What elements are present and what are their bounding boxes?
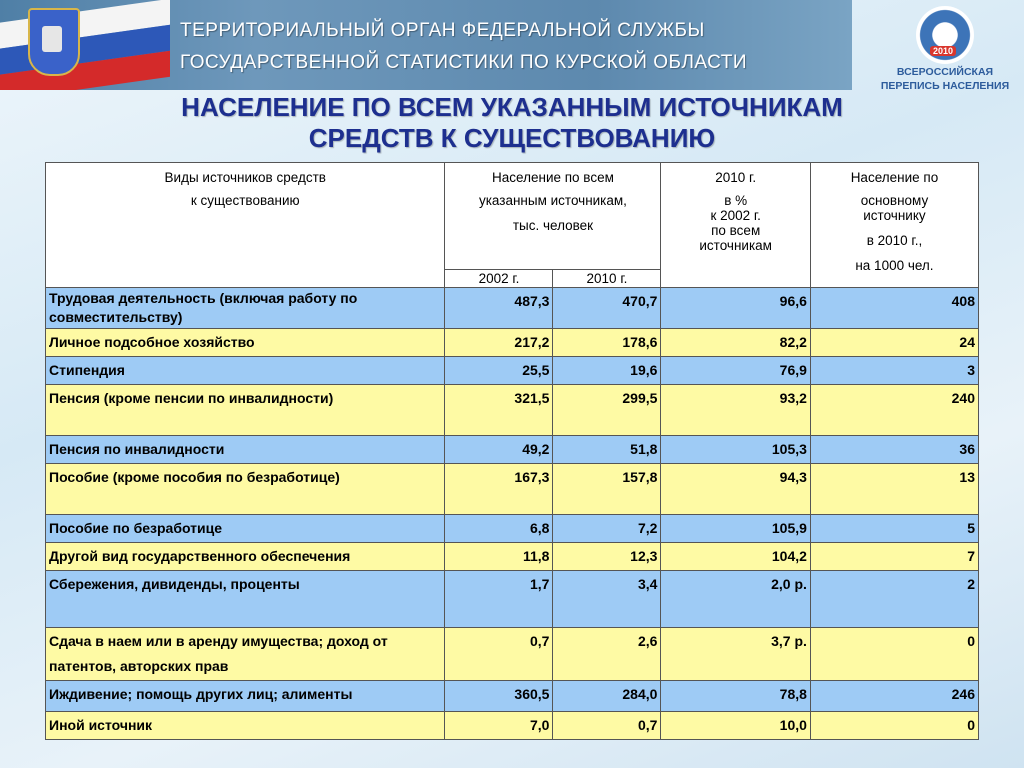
page-title bbox=[0, 92, 1024, 154]
row-label: Сбережения, дивиденды, проценты bbox=[46, 571, 445, 628]
header-year-2010: 2010 г. bbox=[553, 270, 661, 288]
value-main-source: 0 bbox=[810, 712, 978, 740]
value-main-source: 7 bbox=[810, 543, 978, 571]
value-percent: 82,2 bbox=[661, 329, 811, 357]
header-source-type: Виды источников средств к существованию bbox=[46, 163, 445, 288]
value-2002: 0,7 bbox=[445, 628, 553, 681]
table-row bbox=[46, 571, 979, 628]
value-main-source: 246 bbox=[810, 681, 978, 712]
row-label: Трудовая деятельность (включая работу по совместительству) bbox=[46, 288, 445, 329]
title-line-1: НАСЕЛЕНИЕ ПО ВСЕМ УКАЗАННЫМ ИСТОЧНИКАМ bbox=[181, 92, 843, 122]
header-banner bbox=[0, 0, 852, 90]
value-percent: 105,3 bbox=[661, 436, 811, 464]
table-row bbox=[46, 464, 979, 515]
table-row bbox=[46, 681, 979, 712]
row-label: Пенсия по инвалидности bbox=[46, 436, 445, 464]
value-2002: 11,8 bbox=[445, 543, 553, 571]
value-2002: 7,0 bbox=[445, 712, 553, 740]
row-label: Сдача в наем или в аренду имущества; доход от патентов, авторских прав bbox=[46, 628, 445, 681]
value-percent: 94,3 bbox=[661, 464, 811, 515]
header-main-source: Население по основному источнику в 2010 г., на 1000 чел. bbox=[810, 163, 978, 288]
row-label: Другой вид государственного обеспечения bbox=[46, 543, 445, 571]
value-percent: 2,0 р. bbox=[661, 571, 811, 628]
value-2010: 299,5 bbox=[553, 385, 661, 436]
russian-flag-image bbox=[0, 0, 170, 90]
value-2010: 2,6 bbox=[553, 628, 661, 681]
table-row bbox=[46, 357, 979, 385]
row-label: Пенсия (кроме пенсии по инвалидности) bbox=[46, 385, 445, 436]
value-2002: 360,5 bbox=[445, 681, 553, 712]
logo-year: 2010 bbox=[930, 46, 956, 56]
row-label: Личное подсобное хозяйство bbox=[46, 329, 445, 357]
table-row bbox=[46, 628, 979, 681]
value-2002: 217,2 bbox=[445, 329, 553, 357]
header-population: Население по всем указанным источникам, тыс. человек bbox=[445, 163, 661, 270]
value-main-source: 0 bbox=[810, 628, 978, 681]
value-2002: 25,5 bbox=[445, 357, 553, 385]
sources-table bbox=[45, 162, 979, 740]
value-main-source: 36 bbox=[810, 436, 978, 464]
row-label: Иждивение; помощь других лиц; алименты bbox=[46, 681, 445, 712]
table-row bbox=[46, 515, 979, 543]
value-percent: 104,2 bbox=[661, 543, 811, 571]
value-2002: 321,5 bbox=[445, 385, 553, 436]
value-2002: 1,7 bbox=[445, 571, 553, 628]
table-row bbox=[46, 329, 979, 357]
value-main-source: 2 bbox=[810, 571, 978, 628]
row-label: Стипендия bbox=[46, 357, 445, 385]
header-line-2: ГОСУДАРСТВЕННОЙ СТАТИСТИКИ ПО КУРСКОЙ ОБЛАСТИ bbox=[180, 52, 748, 73]
row-label: Пособие (кроме пособия по безработице) bbox=[46, 464, 445, 515]
title-line-2: СРЕДСТВ К СУЩЕСТВОВАНИЮ bbox=[308, 123, 716, 153]
logo-line-2: ПЕРЕПИСЬ НАСЕЛЕНИЯ bbox=[880, 80, 1010, 92]
value-main-source: 24 bbox=[810, 329, 978, 357]
value-2010: 19,6 bbox=[553, 357, 661, 385]
census-logo bbox=[870, 6, 1020, 92]
value-2010: 178,6 bbox=[553, 329, 661, 357]
logo-line-1: ВСЕРОССИЙСКАЯ bbox=[896, 66, 994, 78]
value-2010: 157,8 bbox=[553, 464, 661, 515]
value-2010: 3,4 bbox=[553, 571, 661, 628]
value-main-source: 408 bbox=[810, 288, 978, 329]
census-logo-icon bbox=[916, 6, 974, 64]
value-2010: 51,8 bbox=[553, 436, 661, 464]
value-2010: 7,2 bbox=[553, 515, 661, 543]
value-2010: 284,0 bbox=[553, 681, 661, 712]
value-2010: 470,7 bbox=[553, 288, 661, 329]
header-line-1: ТЕРРИТОРИАЛЬНЫЙ ОРГАН ФЕДЕРАЛЬНОЙ СЛУЖБЫ bbox=[180, 20, 705, 41]
value-main-source: 5 bbox=[810, 515, 978, 543]
value-2002: 6,8 bbox=[445, 515, 553, 543]
table-row bbox=[46, 385, 979, 436]
value-percent: 76,9 bbox=[661, 357, 811, 385]
value-2010: 0,7 bbox=[553, 712, 661, 740]
value-2002: 487,3 bbox=[445, 288, 553, 329]
value-percent: 78,8 bbox=[661, 681, 811, 712]
value-2002: 49,2 bbox=[445, 436, 553, 464]
header-percent: 2010 г. в % к 2002 г. по всем источникам bbox=[661, 163, 811, 288]
value-2010: 12,3 bbox=[553, 543, 661, 571]
value-main-source: 13 bbox=[810, 464, 978, 515]
value-main-source: 240 bbox=[810, 385, 978, 436]
kursk-emblem-icon bbox=[28, 8, 80, 76]
value-2002: 167,3 bbox=[445, 464, 553, 515]
table-row bbox=[46, 543, 979, 571]
value-percent: 93,2 bbox=[661, 385, 811, 436]
table-row bbox=[46, 288, 979, 329]
row-label: Пособие по безработице bbox=[46, 515, 445, 543]
value-percent: 105,9 bbox=[661, 515, 811, 543]
value-percent: 96,6 bbox=[661, 288, 811, 329]
table-row bbox=[46, 712, 979, 740]
value-main-source: 3 bbox=[810, 357, 978, 385]
value-percent: 10,0 bbox=[661, 712, 811, 740]
header-year-2002: 2002 г. bbox=[445, 270, 553, 288]
value-percent: 3,7 р. bbox=[661, 628, 811, 681]
table-row bbox=[46, 436, 979, 464]
row-label: Иной источник bbox=[46, 712, 445, 740]
